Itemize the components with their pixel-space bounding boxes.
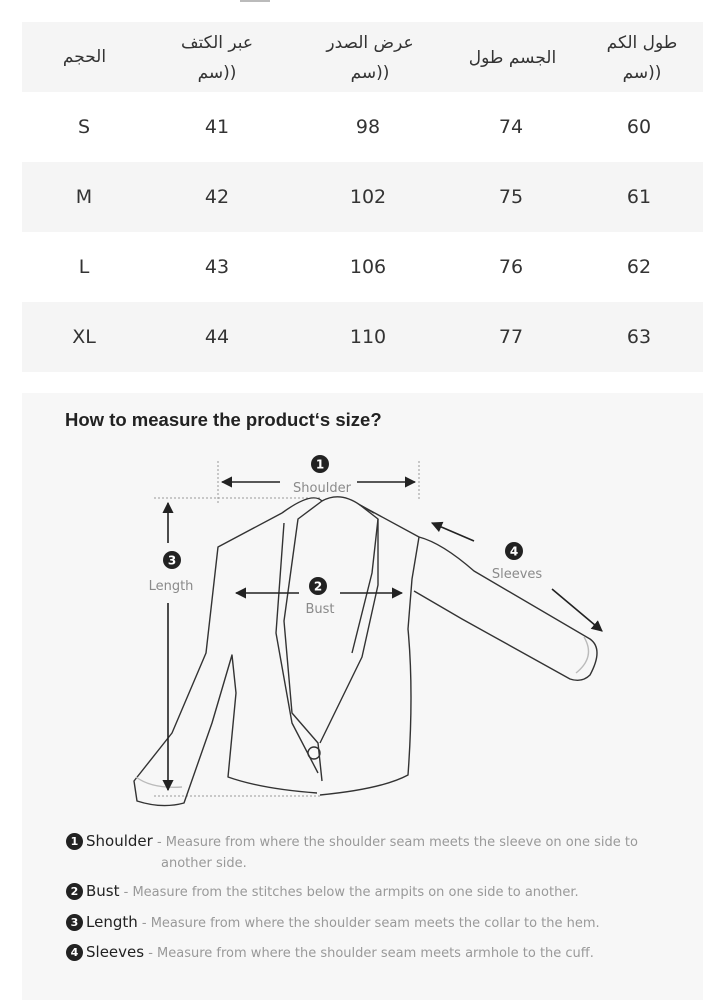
header-shoulder-line2: ((سم (197, 63, 237, 83)
cell-sleeve: 61 (626, 186, 652, 208)
cell-bust: 98 (355, 116, 381, 138)
size-table (22, 22, 703, 372)
header-shoulder (162, 28, 272, 88)
cell-size: L (78, 256, 90, 278)
legend-badge: 4 (66, 944, 83, 961)
legend-bust (66, 881, 666, 903)
cell-size: M (75, 186, 93, 208)
legend-desc: - Measure from where the shoulder seam meets the sleeve on one side to (156, 835, 638, 850)
cell-sleeve: 60 (626, 116, 652, 138)
cell-length: 76 (498, 256, 524, 278)
sleeve-arrow-down (552, 589, 602, 631)
cell-shoulder: 42 (204, 186, 230, 208)
cell-shoulder: 43 (204, 256, 230, 278)
svg-text:1: 1 (315, 457, 325, 472)
legend-desc: - Measure from the stitches below the armpits on one side to another. (123, 885, 579, 900)
legend-badge: 1 (66, 833, 83, 850)
svg-text:4: 4 (509, 544, 519, 559)
legend-term: Shoulder (86, 832, 153, 850)
svg-text:3: 3 (167, 553, 177, 568)
svg-text:Bust: Bust (305, 602, 335, 617)
marker-bust (305, 577, 334, 617)
cell-bust: 102 (349, 186, 387, 208)
sleeve-arrow-up (432, 523, 474, 541)
cell-length: 74 (498, 116, 524, 138)
legend-desc-cont: another side. (161, 856, 247, 871)
legend-desc: - Measure from where the shoulder seam meets the collar to the hem. (141, 916, 600, 931)
legend-badge: 2 (66, 883, 83, 900)
measure-arrows (168, 482, 602, 790)
jacket-diagram (22, 393, 703, 823)
legend-term: Length (86, 913, 138, 931)
jacket-outline (134, 497, 597, 806)
header-bust-line2: ((سم (350, 63, 390, 83)
svg-text:Sleeves: Sleeves (491, 567, 543, 582)
svg-text:2: 2 (313, 579, 323, 594)
measure-guide-panel (22, 393, 703, 1000)
header-shoulder-line1: عبر الكتف (180, 33, 254, 53)
cell-shoulder: 44 (204, 326, 230, 348)
header-bust (310, 28, 430, 88)
header-bust-line1: عرض الصدر (326, 33, 414, 53)
table-row (22, 162, 703, 232)
header-length: الجسم طول (468, 48, 557, 68)
table-header-row (22, 22, 703, 92)
header-sleeve (587, 28, 697, 88)
table-row (22, 302, 703, 372)
legend-term: Sleeves (86, 943, 145, 961)
top-divider (240, 0, 270, 2)
table-row (22, 92, 703, 162)
guide-title: How to measure the product‘s size? (65, 409, 382, 430)
legend-sleeves (66, 942, 666, 964)
header-sleeve-line2: ((سم (622, 63, 662, 83)
legend-desc: - Measure from where the shoulder seam meets armhole to the cuff. (148, 946, 594, 961)
legend-badge: 3 (66, 914, 83, 931)
cell-bust: 106 (349, 256, 387, 278)
legend-length (66, 912, 666, 934)
table-row (22, 232, 703, 302)
cell-sleeve: 62 (626, 256, 652, 278)
cell-length: 77 (498, 326, 524, 348)
marker-shoulder (293, 455, 352, 496)
svg-text:Length: Length (148, 579, 194, 594)
legend-term: Bust (86, 882, 120, 900)
header-size: الحجم (62, 47, 107, 67)
cell-length: 75 (498, 186, 524, 208)
marker-sleeves (492, 542, 543, 582)
cell-bust: 110 (349, 326, 387, 348)
legend-shoulder (66, 831, 666, 874)
cell-shoulder: 41 (204, 116, 230, 138)
cell-size: S (77, 116, 91, 138)
header-sleeve-line1: طول الكم (606, 33, 678, 53)
dotted-guides (154, 461, 419, 796)
cell-size: XL (72, 326, 96, 348)
marker-length (149, 551, 194, 594)
cell-sleeve: 63 (626, 326, 652, 348)
svg-text:Shoulder: Shoulder (293, 481, 351, 496)
